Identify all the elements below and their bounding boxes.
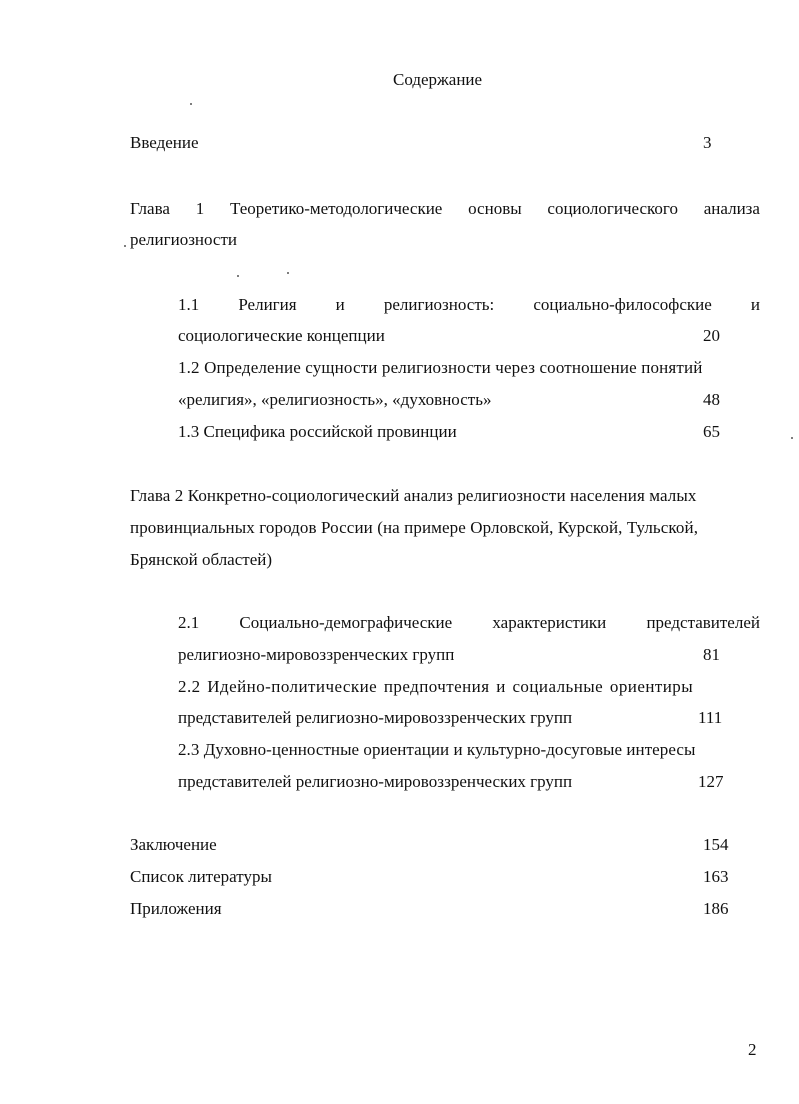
toc-appendices-page: 186 — [703, 899, 729, 918]
section-1-2-page: 48 — [703, 390, 720, 409]
section-1-3-page: 65 — [703, 422, 720, 441]
word: Глава — [130, 199, 170, 218]
chapter2-title-line1: Глава 2 Конкретно-социологический анализ религиозности населения малых — [130, 486, 697, 505]
word: 1.1 — [178, 295, 200, 314]
section-2-2-page: 111 — [698, 708, 723, 727]
section-1-2-line2: «религия», «религиозность», «духовность» — [178, 390, 492, 409]
word: Религия — [238, 295, 297, 314]
page-number: 2 — [748, 1040, 757, 1059]
scan-speck — [124, 245, 126, 247]
section-2-1-line2: религиозно-мировоззренческих групп — [178, 645, 455, 664]
section-1-2-line1: 1.2 Определение сущности религиозности через соотношение понятий — [178, 358, 703, 377]
section-1-3-label: 1.3 Специфика российской провинции — [178, 422, 457, 441]
chapter1-title-line1 — [130, 199, 760, 219]
word: социологического — [547, 199, 678, 218]
section-2-3-line2: представителей религиозно-мировоззренческих групп — [178, 772, 573, 791]
word: Теоретико-методологические — [229, 199, 443, 218]
page-title: Содержание — [393, 70, 483, 89]
section-1-1-line2: социологические концепции — [178, 326, 385, 345]
word: религиозность: — [383, 295, 495, 314]
scan-speck — [791, 437, 793, 439]
toc-conclusion-label: Заключение — [130, 835, 217, 854]
toc-references-page: 163 — [703, 867, 729, 886]
word: характеристики — [492, 613, 607, 632]
word: и — [335, 295, 345, 314]
chapter2-title-line3: Брянской областей) — [130, 550, 273, 569]
word: социально-философские — [533, 295, 712, 314]
word: представителей — [646, 613, 760, 632]
word: и — [750, 295, 760, 314]
section-1-1-page: 20 — [703, 326, 720, 345]
word: анализа — [703, 199, 760, 218]
toc-intro-label: Введение — [130, 133, 199, 152]
section-2-3-line1: 2.3 Духовно-ценностные ориентации и культурно-досуговые интересы — [178, 740, 696, 759]
section-2-1-page: 81 — [703, 645, 720, 664]
toc-appendices-label: Приложения — [130, 899, 222, 918]
word: 1 — [195, 199, 205, 218]
scan-speck — [190, 103, 192, 105]
section-2-1-line1 — [178, 613, 760, 633]
toc-intro-page: 3 — [703, 133, 712, 152]
section-1-1-line1 — [178, 295, 760, 315]
section-2-2-line1: 2.2 Идейно-политические предпочтения и социальные ориентиры — [178, 677, 694, 696]
section-2-3-page: 127 — [698, 772, 724, 791]
toc-conclusion-page: 154 — [703, 835, 729, 854]
scan-speck — [287, 272, 289, 274]
scan-speck — [237, 275, 239, 277]
word: Социально-демографические — [239, 613, 453, 632]
chapter1-title-line2: религиозности — [130, 230, 238, 249]
word: основы — [468, 199, 522, 218]
section-2-2-line2: представителей религиозно-мировоззренческих групп — [178, 708, 573, 727]
toc-references-label: Список литературы — [130, 867, 272, 886]
chapter2-title-line2: провинциальных городов России (на примере Орловской, Курской, Тульской, — [130, 518, 699, 537]
word: 2.1 — [178, 613, 200, 632]
